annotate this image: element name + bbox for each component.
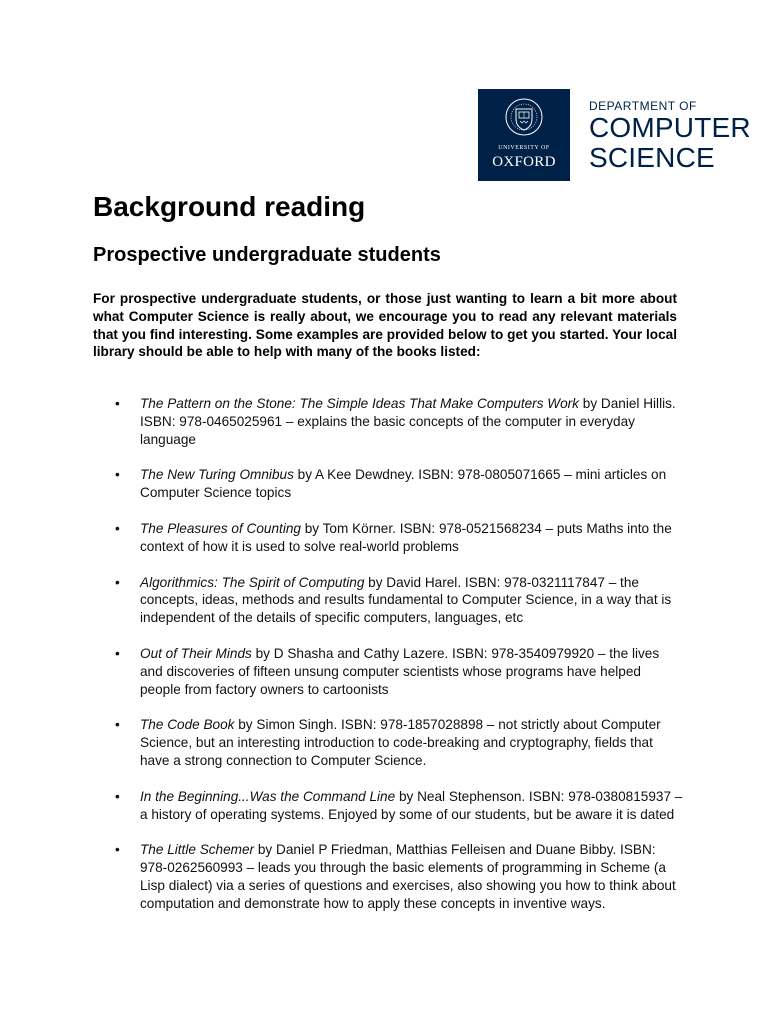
bullet-icon: • bbox=[115, 467, 120, 483]
department-label-small: DEPARTMENT OF bbox=[589, 99, 697, 113]
book-description: by A Kee Dewdney. ISBN: 978-0805071665 – mini articles on Computer Science topics bbox=[140, 467, 667, 501]
bullet-icon: • bbox=[115, 574, 120, 590]
oxford-logo bbox=[478, 89, 570, 181]
book-description: by Simon Singh. ISBN: 978-1857028898 – not strictly about Computer Science, but an interesting introduction to code-breaking and cryptography, fields that have a strong connection to Computer Science. bbox=[140, 717, 661, 768]
book-title: In the Beginning...Was the Command Line bbox=[140, 788, 396, 804]
page-subtitle: Prospective undergraduate students bbox=[93, 244, 441, 266]
crest-icon bbox=[504, 97, 544, 141]
book-item bbox=[93, 841, 683, 912]
university-label-small: UNIVERSITY OF bbox=[498, 145, 550, 151]
book-description: by Neal Stephenson. ISBN: 978-0380815937 – a history of operating systems. Enjoyed by some of our students, but be aware it is dated bbox=[140, 788, 683, 822]
book-title: The Pleasures of Counting bbox=[140, 520, 301, 536]
book-item bbox=[93, 645, 683, 698]
intro-paragraph: For prospective undergraduate students, or those just wanting to learn a bit more about what Computer Science is really about, we encourage you to read any relevant materials that you find interesting. Some examples are provided below to get you started. Your local library should be able to help with many of the books listed: bbox=[93, 291, 677, 360]
bullet-icon: • bbox=[115, 842, 120, 858]
book-item bbox=[93, 574, 683, 627]
book-item bbox=[93, 395, 683, 448]
university-label-big: OXFORD bbox=[492, 154, 556, 170]
book-description: by Tom Körner. ISBN: 978-0521568234 – puts Maths into the context of how it is used to solve real-world problems bbox=[140, 520, 672, 554]
book-title: Algorithmics: The Spirit of Computing bbox=[140, 574, 365, 590]
book-title: The Pattern on the Stone: The Simple Ideas That Make Computers Work bbox=[140, 396, 579, 411]
book-title: The New Turing Omnibus bbox=[140, 467, 294, 483]
bullet-icon: • bbox=[115, 645, 120, 661]
book-description: by David Harel. ISBN: 978-0321117847 – the concepts, ideas, methods and results fundamental to Computer Science, in a way that is independent of the details of specific computers, languages, etc bbox=[140, 574, 672, 626]
book-list bbox=[93, 395, 683, 913]
book-item bbox=[93, 520, 683, 556]
book-description: by D Shasha and Cathy Lazere. ISBN: 978-3540979920 – the lives and discoveries of fifteen unsung computer scientists whose programs have helped people from factory owners to cartoonists bbox=[140, 645, 660, 697]
book-title: The Little Schemer bbox=[140, 842, 255, 858]
book-item bbox=[93, 466, 683, 502]
page-title: Background reading bbox=[93, 191, 366, 222]
department-logo bbox=[589, 99, 751, 173]
book-description: by Daniel Hillis. ISBN: 978-0465025961 – explains the basic concepts of the computer in everyday language bbox=[140, 396, 676, 447]
bullet-icon: • bbox=[115, 788, 120, 804]
book-item bbox=[93, 716, 683, 769]
department-label-line2: SCIENCE bbox=[589, 142, 715, 173]
bullet-icon: • bbox=[115, 717, 120, 733]
bullet-icon: • bbox=[115, 396, 120, 411]
book-description: by Daniel P Friedman, Matthias Felleisen and Duane Bibby. ISBN: 978-0262560993 – leads you through the basic elements of programming in Scheme (a Lisp dialect) via a series of questions and exercises, also showing you how to think about computation and demonstrate how to apply these concepts in inventive ways. bbox=[140, 842, 676, 911]
book-title: The Code Book bbox=[140, 717, 235, 733]
book-title: Out of Their Minds bbox=[140, 645, 252, 661]
bullet-icon: • bbox=[115, 520, 120, 536]
department-label-line1: COMPUTER bbox=[589, 112, 751, 143]
book-item bbox=[93, 788, 683, 824]
